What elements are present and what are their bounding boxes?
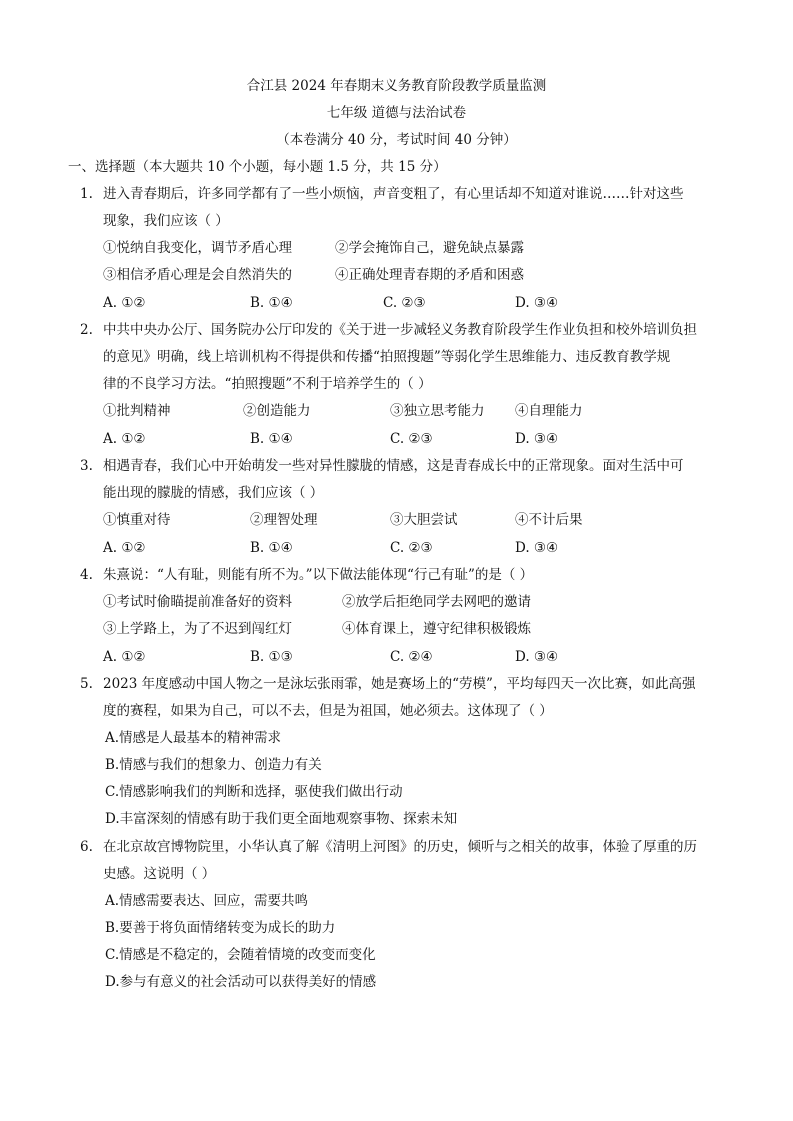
question-text-line: 现象，我们应该（ ） [103, 213, 229, 229]
answer-option: B.情感与我们的想象力、创造力有关 [105, 757, 322, 773]
answer-option: A.情感是人最基本的精神需求 [105, 730, 282, 746]
answer-choice: D. ③④ [515, 295, 559, 311]
question-text-line: 2023 年度感动中国人物之一是泳坛张雨霏，她是赛场上的“劳模”，平均每四天一次比赛，如此高强 [103, 676, 696, 692]
answer-choice: B. ①③ [250, 649, 293, 665]
statement-item: ④自理能力 [515, 403, 583, 419]
question-text-line: 的意见》明确，线上培训机构不得提供和传播“拍照搜题”等弱化学生思维能力、违反教育教学规 [103, 349, 671, 365]
question-text-line: 相遇青春，我们心中开始萌发一些对异性朦胧的情感，这是青春成长中的正常现象。面对生活中可 [103, 458, 684, 474]
answer-option: A.情感需要表达、回应，需要共鸣 [105, 893, 309, 909]
statement-item: ④体育课上，遵守纪律积极锻炼 [342, 621, 531, 637]
statement-item: ②创造能力 [243, 403, 311, 419]
question-text-line: 能出现的朦胧的情感，我们应该（ ） [103, 485, 324, 501]
question-text-line: 律的不良学习方法。“拍照搜题”不利于培养学生的（ ） [103, 376, 432, 392]
statement-item: ②放学后拒绝同学去网吧的邀请 [342, 594, 531, 610]
question-text-line: 度的赛程，如果为自己，可以不去，但是为祖国，她必须去。这体现了（ ） [103, 703, 553, 719]
answer-choice: C. ②④ [390, 649, 433, 665]
statement-item: ①批判精神 [103, 403, 171, 419]
answer-option: C.情感是不稳定的，会随着情境的改变而变化 [105, 947, 376, 963]
statement-item: ③大胆尝试 [390, 512, 458, 528]
statement-item: ②学会掩饰自己，避免缺点暴露 [335, 240, 524, 256]
answer-choice: C. ②③ [390, 431, 433, 447]
question-number: 3. [80, 458, 93, 474]
answer-option: C.情感影响我们的判断和选择，驱使我们做出行动 [105, 784, 403, 800]
statement-item: ②理智处理 [250, 512, 318, 528]
exam-subtitle: 七年级 道德与法治试卷 [326, 105, 467, 121]
statement-item: ③相信矛盾心理是会自然消失的 [103, 267, 292, 283]
answer-choice: A. ①② [103, 649, 146, 665]
question-number: 5. [80, 676, 93, 692]
answer-choice: C. ②③ [390, 540, 433, 556]
statement-item: ①悦纳自我变化，调节矛盾心理 [103, 240, 292, 256]
exam-note: （本卷满分 40 分，考试时间 40 分钟） [276, 132, 517, 148]
question-text-line: 中共中央办公厅、国务院办公厅印发的《关于进一步减轻义务教育阶段学生作业负担和校外培训负担 [103, 322, 697, 338]
question-text-line: 朱熹说：“人有耻，则能有所不为。”以下做法能体现“行己有耻”的是（ ） [103, 567, 534, 583]
statement-item: ④不计后果 [515, 512, 583, 528]
answer-choice: A. ①② [103, 295, 146, 311]
answer-option: B.要善于将负面情绪转变为成长的助力 [105, 920, 336, 936]
answer-choice: B. ①④ [250, 431, 293, 447]
statement-item: ③上学路上，为了不迟到闯红灯 [103, 621, 292, 637]
statement-item: ①考试时偷瞄提前准备好的资料 [103, 594, 292, 610]
statement-item: ③独立思考能力 [390, 403, 485, 419]
answer-choice: A. ①② [103, 540, 146, 556]
section-heading: 一、选择题（本大题共 10 个小题，每小题 1.5 分，共 15 分） [68, 159, 447, 175]
question-number: 1. [80, 186, 93, 202]
answer-choice: D. ③④ [515, 540, 559, 556]
exam-title: 合江县 2024 年春期末义务教育阶段教学质量监测 [246, 78, 547, 94]
answer-choice: D. ③④ [515, 649, 559, 665]
statement-item: ①慎重对待 [103, 512, 171, 528]
question-number: 6. [80, 839, 93, 855]
statement-item: ④正确处理青春期的矛盾和困惑 [335, 267, 524, 283]
answer-choice: C. ②③ [383, 295, 426, 311]
question-number: 4. [80, 567, 93, 583]
question-number: 2. [80, 322, 93, 338]
answer-option: D.参与有意义的社会活动可以获得美好的情感 [105, 974, 377, 990]
answer-choice: D. ③④ [515, 431, 559, 447]
answer-choice: B. ①④ [250, 295, 293, 311]
answer-choice: A. ①② [103, 431, 146, 447]
answer-choice: B. ①④ [250, 540, 293, 556]
question-text-line: 在北京故宫博物院里，小华认真了解《清明上河图》的历史，倾听与之相关的故事，体验了厚重的历 [103, 839, 697, 855]
question-text-line: 史感。这说明（ ） [103, 866, 216, 882]
answer-option: D.丰富深刻的情感有助于我们更全面地观察事物、探索未知 [105, 811, 458, 827]
question-text-line: 进入青春期后，许多同学都有了一些小烦恼，声音变粗了，有心里话却不知道对谁说……针对这些 [103, 186, 684, 202]
